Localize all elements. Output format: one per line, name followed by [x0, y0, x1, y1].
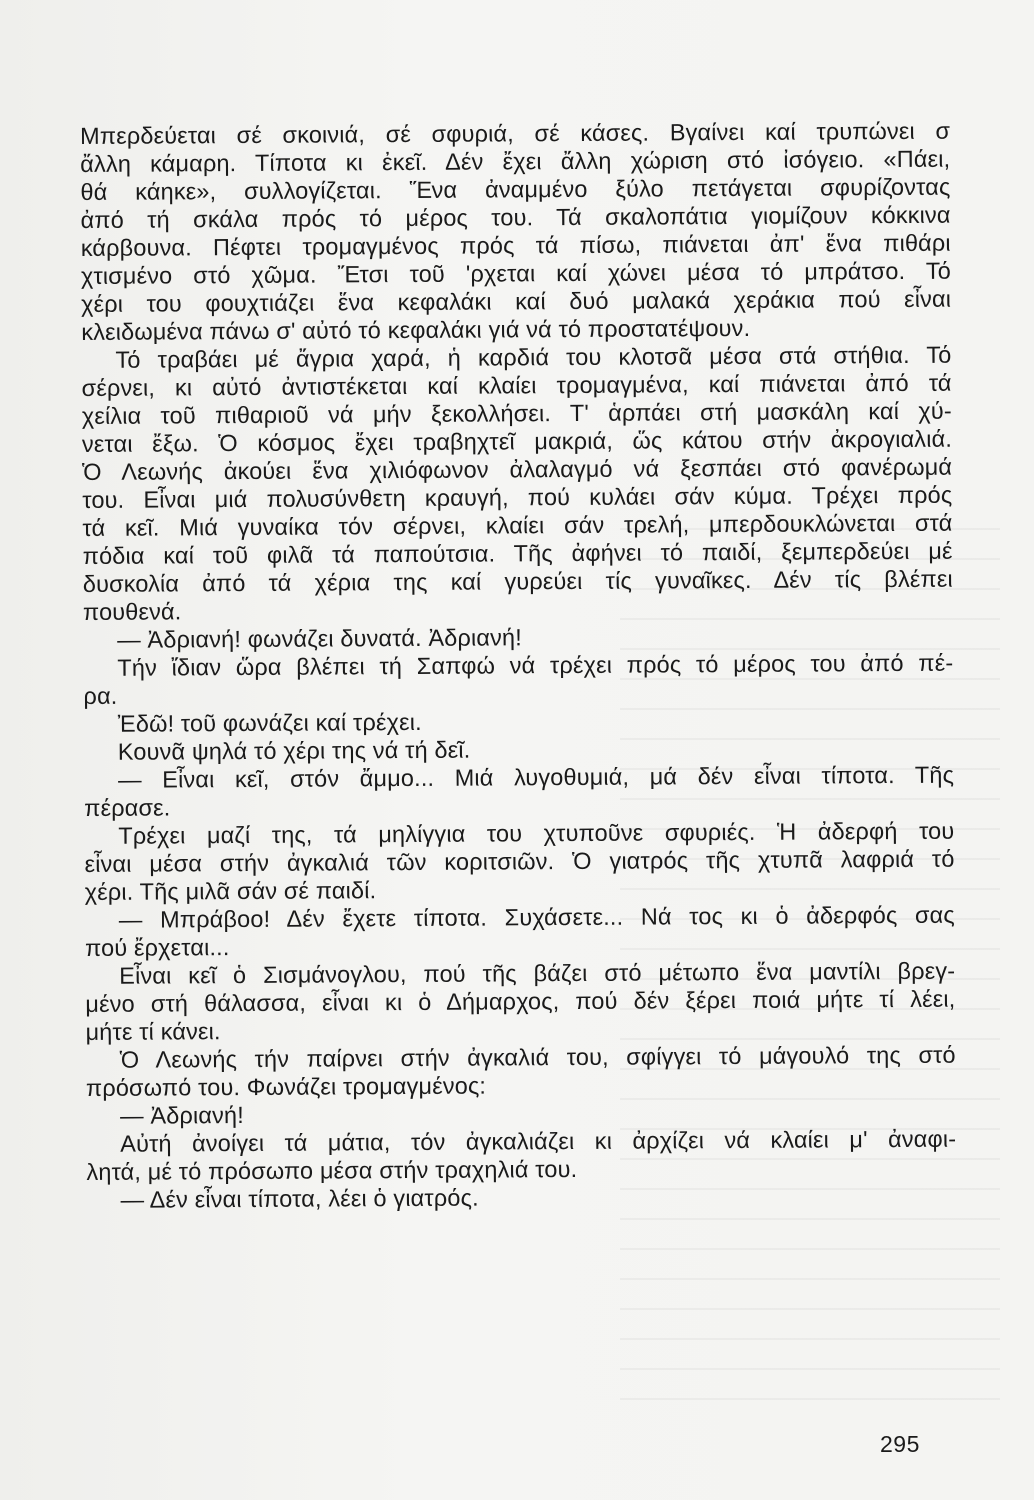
text-line: Κουνᾶ ψηλά τό χέρι της νά τή δεῖ.	[117, 736, 471, 765]
text-line: θά κάηκε», συλλογίζεται. Ἕνα ἀναμμένο ξύλο πετάγεται σφυρίζοντας	[80, 173, 951, 205]
text-line: πρόσωπό του. Φωνάζει τρομαγμένος:	[85, 1072, 487, 1101]
body-text	[80, 117, 957, 1214]
text-line: του. Εἶναι μιά πολυσύνθετη κραυγή, πού κυλάει σάν κύμα. Τρέχει πρός	[82, 481, 953, 513]
text-line: τά κεῖ. Μιά γυναίκα τόν σέρνει, κλαίει σάν τρελή, μπερδουκλώνεται στά	[82, 509, 953, 541]
text-line: Ὁ Λεωνής τήν παίρνει στήν ἀγκαλιά του, σφίγγει τό μάγουλό της στό	[119, 1041, 956, 1073]
text-line: — Εἶναι κεῖ, στόν ἄμμο... Μιά λυγοθυμιά, μά δέν εἶναι τίποτα. Τῆς	[117, 761, 955, 793]
text-line: μένο στή θάλασσα, εἶναι κι ὁ Δήμαρχος, πού δέν ξέρει ποιά μήτε τί λέει,	[85, 985, 956, 1017]
text-line: ἀπό τή σκάλα πρός τό μέρος του. Τά σκαλοπάτια γιομίζουν κόκκινα	[80, 201, 951, 233]
text-line: χέρι του φουχτιάζει ἕνα κεφαλάκι καί δυό μαλακά χεράκια πού εἶναι	[81, 285, 952, 317]
text-line: κλειδωμένα πάνω σ' αὐτό τό κεφαλάκι γιά νά τό προστατέψουν.	[81, 314, 751, 345]
text-line: χείλια τοῦ πιθαριοῦ νά μήν ξεκολλήσει. Τ' ἁρπάει στή μασκάλη καί χύ-	[81, 397, 952, 429]
text-line: Αὐτή ἀνοίγει τά μάτια, τόν ἀγκαλιάζει κι ἀρχίζει νά κλαίει μ' ἀναφι-	[120, 1125, 957, 1157]
text-line: Τό τραβάει μέ ἄγρια χαρά, ἡ καρδιά του κλοτσᾶ μέσα στά στήθια. Τό	[115, 341, 952, 373]
page-number: 295	[880, 1431, 920, 1457]
text-line: — Ἀδριανή!	[119, 1102, 244, 1129]
text-line: ρα.	[83, 682, 118, 709]
text-line: κάρβουνα. Πέφτει τρομαγμένος πρός τά πίσω, πιάνεται ἀπ' ἕνα πιθάρι	[80, 229, 951, 261]
text-line: Τήν ἴδιαν ὥρα βλέπει τή Σαπφώ νά τρέχει πρός τό μέρος του ἀπό πέ-	[117, 649, 954, 681]
text-line: δυσκολία ἀπό τά χέρια της καί γυρεύει τίς γυναῖκες. Δέν τίς βλέπει	[82, 565, 953, 597]
text-line: πόδια καί τοῦ φιλᾶ τά παπούτσια. Τῆς ἀφήνει τό παιδί, ξεμπερδεύει μέ	[82, 537, 953, 569]
text-line: σέρνει, κι αὐτό ἀντιστέκεται καί κλαίει τρομαγμένα, καί πιάνεται ἀπό τά	[81, 369, 952, 401]
text-line: πέρασε.	[84, 794, 171, 821]
text-line: Εἶναι κεῖ ὁ Σισμάνογλου, πού τῆς βάζει στό μέτωπο ἕνα μαντίλι βρεγ-	[119, 957, 956, 989]
text-line: — Μπράβοο! Δέν ἔχετε τίποτα. Συχάσετε... Νά τος κι ὁ ἀδερφός σας	[118, 901, 955, 933]
text-line: Τρέχει μαζί της, τά μηλίγγια του χτυποῦνε σφυριές. Ἡ ἀδερφή του	[118, 817, 955, 849]
text-line: πουθενά.	[82, 598, 182, 625]
text-line: νεται ἔξω. Ὁ κόσμος ἔχει τραβηχτεῖ μακριά, ὥς κάτου στήν ἀκρογιαλιά.	[81, 425, 953, 457]
text-line: — Ἀδριανή! φωνάζει δυνατά. Ἀδριανή!	[117, 624, 522, 653]
text-line: ἄλλη κάμαρη. Τίποτα κι ἐκεῖ. Δέν ἔχει ἄλλη χώριση στό ἰσόγειο. «Πάει,	[80, 145, 951, 177]
text-line: λητά, μέ τό πρόσωπο μέσα στήν τραχηλιά του.	[86, 1155, 578, 1185]
text-line: εἶναι μέσα στήν ἀγκαλιά τῶν κοριτσιῶν. Ὁ γιατρός τῆς χτυπᾶ λαφριά τό	[84, 845, 955, 877]
text-line: Ὁ Λεωνής ἀκούει ἕνα χιλιόφωνον ἀλαλαγμό νά ξεσπάει στό φανέρωμά	[82, 453, 953, 485]
text-line: Μπερδεύεται σέ σκοινιά, σέ σφυριά, σέ κάσες. Βγαίνει καί τρυπώνει σ	[80, 117, 951, 149]
text-line: πού ἔρχεται...	[84, 934, 230, 961]
text-line: χτισμένο στό χῶμα. Ἔτσι τοῦ 'ρχεται καί χώνει μέσα τό μπράτσο. Τό	[80, 257, 952, 289]
text-line: χέρι. Τῆς μιλᾶ σάν σέ παιδί.	[84, 877, 377, 905]
text-line: — Δέν εἶναι τίποτα, λέει ὁ γιατρός.	[120, 1184, 479, 1213]
text-line: Ἐδῶ! τοῦ φωνάζει καί τρέχει.	[117, 708, 422, 737]
text-line: μήτε τί κάνει.	[85, 1018, 221, 1045]
